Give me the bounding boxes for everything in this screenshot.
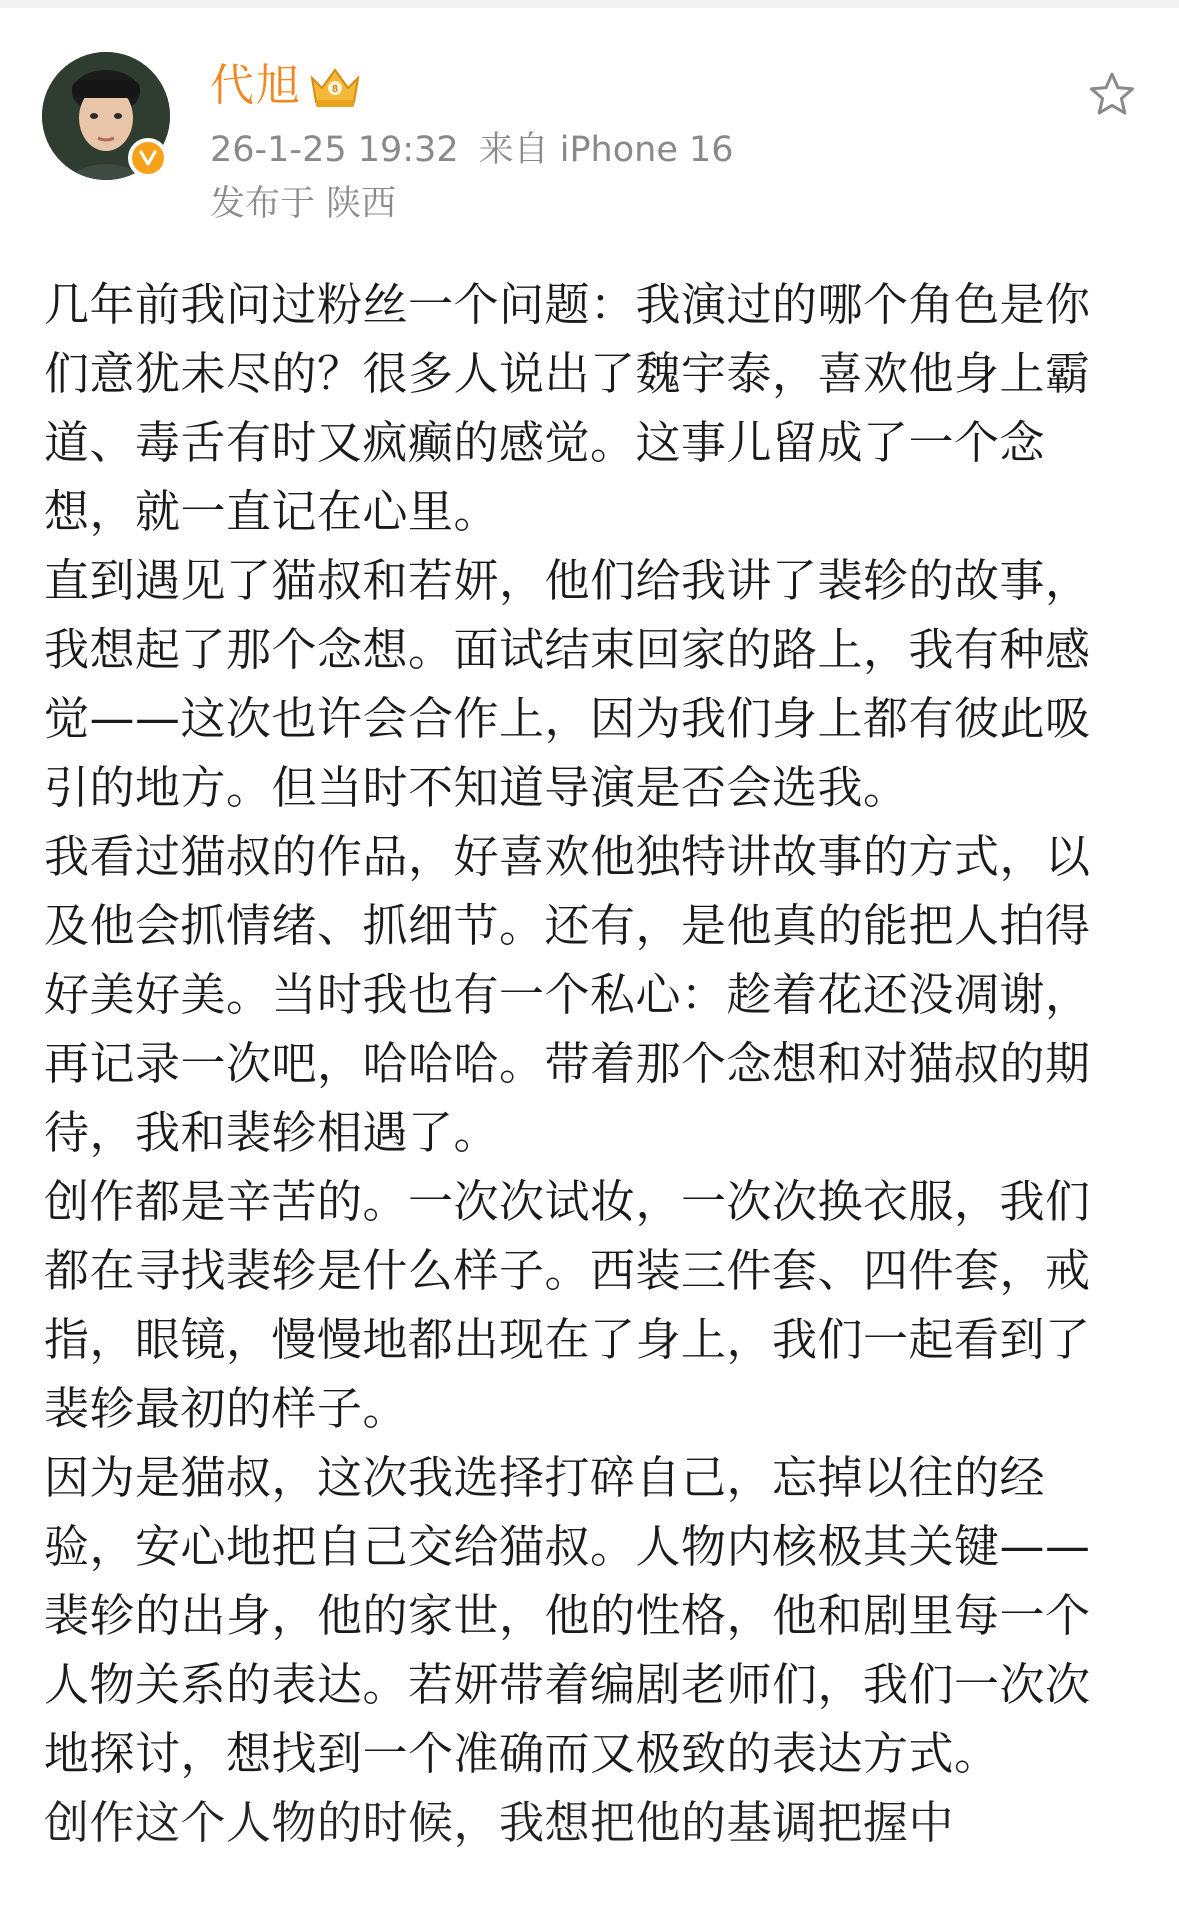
svg-text:8: 8 [332,84,338,95]
post-location: 发布于 陕西 [210,184,397,224]
post-body [44,270,1134,1920]
post-paragraph: 直到遇见了猫叔和若妍，他们给我讲了裴轸的故事，我想起了那个念想。面试结束回家的路上，我有种感觉——这次也许会合作上，因为我们身上都有彼此吸引的地方。但当时不知道导演是否会选我。 [44,554,1091,814]
post-timestamp: 26-1-25 19:32 [210,130,459,170]
verified-badge-icon [128,138,168,178]
vip-crown-icon[interactable] [306,64,364,110]
post-paragraph: 因为是猫叔，这次我选择打碎自己，忘掉以往的经验，安心地把自己交给猫叔。人物内核极其关键——裴轸的出身，他的家世，他的性格，他和剧里每一个人物关系的表达。若妍带着编剧老师们，我们一次次地探讨，想找到一个准确而又极致的表达方式。 [44,1451,1091,1780]
post-paragraph: 我看过猫叔的作品，好喜欢他独特讲故事的方式，以及他会抓情绪、抓细节。还有，是他真的能把人拍得好美好美。当时我也有一个私心：趁着花还没凋谢，再记录一次吧，哈哈哈。带着那个念想和对猫叔的期待，我和裴轸相遇了。 [44,830,1091,1159]
post-source: 来自 iPhone 16 [478,130,734,170]
username[interactable]: 代旭 [210,60,302,111]
post-meta [210,128,734,172]
post-paragraph: 几年前我问过粉丝一个问题：我演过的哪个角色是你们意犹未尽的？很多人说出了魏宇泰，喜欢他身上霸道、毒舌有时又疯癫的感觉。这事儿留成了一个念想，就一直记在心里。 [44,278,1091,538]
post-paragraph: 创作这个人物的时候，我想把他的基调把握中 [44,1796,955,1849]
post-header [0,0,1179,250]
star-outline-icon[interactable] [1087,70,1137,120]
post-paragraph: 创作都是辛苦的。一次次试妆，一次次换衣服，我们都在寻找裴轸是什么样子。西装三件套、四件套，戒指，眼镜，慢慢地都出现在了身上，我们一起看到了裴轸最初的样子。 [44,1175,1091,1435]
